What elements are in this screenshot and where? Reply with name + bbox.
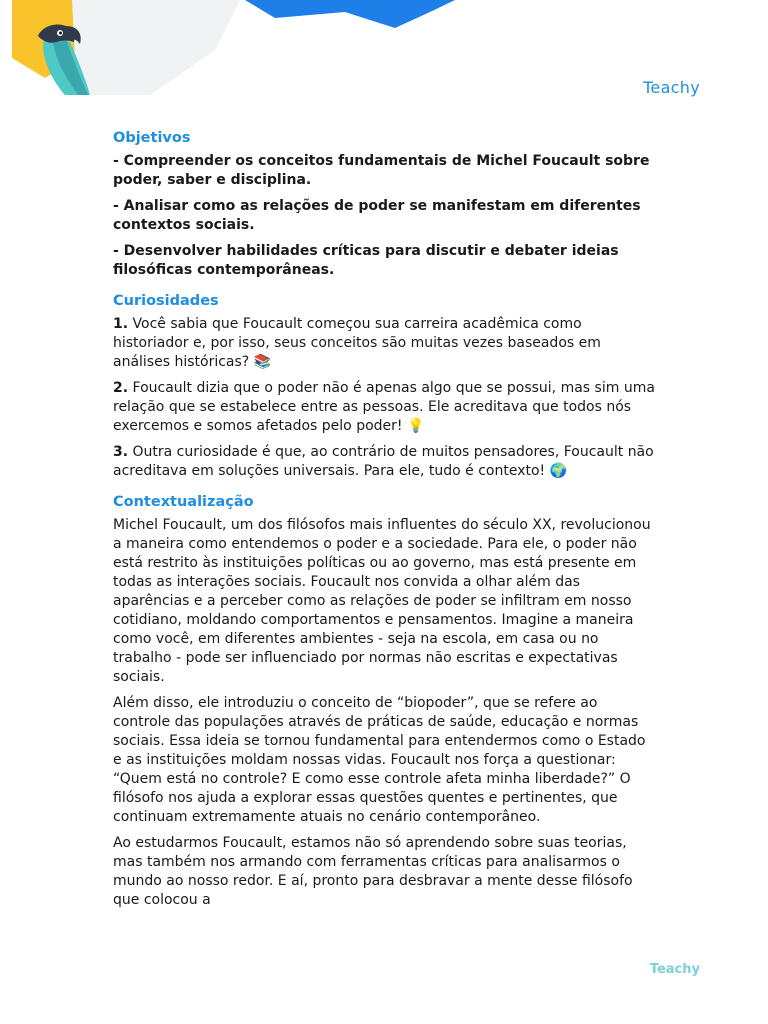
context-paragraph: Além disso, ele introduziu o conceito de “biopoder”, que se refere ao controle das populações através de práticas de saúde, educação e normas sociais. Essa ideia se tornou fundamental para entendermos como o Estado e as instituições moldam nossas vidas. Foucault nos força a questionar: “Quem está no controle? E como esse controle afeta minha liberdade?” O filósofo nos ajuda a explorar essas questões quentes e pertinentes, que continuam extremamente atuais no cenário contemporâneo. xyxy=(113,695,646,825)
teachy-brand-footer[interactable]: Teachy xyxy=(649,962,700,977)
section-contextualizacao xyxy=(113,493,658,910)
objective-item: - Compreender os conceitos fundamentais de Michel Foucault sobre poder, saber e disciplina. xyxy=(113,153,650,188)
context-paragraph: Michel Foucault, um dos filósofos mais influentes do século XX, revolucionou a maneira como entendemos o poder e a sociedade. Para ele, o poder não está restrito às instituições políticas ou ao governo, mas está presente em todas as interações sociais. Foucault nos convida a olhar além das aparências e a perceber como as relações de poder se infiltram em nosso cotidiano, moldando comportamentos e pensamentos. Imagine a maneira como você, em diferentes ambientes - seja na escola, em casa ou no trabalho - pode ser influenciado por normas não escritas e expectativas sociais. xyxy=(113,517,651,685)
curiosity-item xyxy=(113,379,658,436)
curiosity-item xyxy=(113,443,658,481)
curiosity-text: Foucault dizia que o poder não é apenas algo que se possui, mas sim uma relação que se estabelece entre as pessoas. Ele acreditava que todos nós exercemos e somos afetados pelo poder! 💡 xyxy=(113,380,655,434)
objective-item: - Analisar como as relações de poder se manifestam em diferentes contextos sociais. xyxy=(113,198,641,233)
curiosity-text: Outra curiosidade é que, ao contrário de muitos pensadores, Foucault não acreditava em soluções universais. Para ele, tudo é contexto! 🌍 xyxy=(113,444,654,479)
section-title-contextualizacao: Contextualização xyxy=(113,494,254,510)
teachy-brand-header[interactable]: Teachy xyxy=(643,78,700,97)
curiosity-number: 1. xyxy=(113,316,129,332)
section-title-objetivos: Objetivos xyxy=(113,130,191,146)
curiosity-text: Você sabia que Foucault começou sua carreira acadêmica como historiador e, por isso, seus conceitos são muitas vezes baseados em análises históricas? 📚 xyxy=(113,316,601,370)
context-paragraph: Ao estudarmos Foucault, estamos não só aprendendo sobre suas teorias, mas também nos armando com ferramentas críticas para analisarmos o mundo ao nosso redor. E aí, pronto para desbravar a mente desse filósofo que colocou a xyxy=(113,835,633,908)
curiosity-item xyxy=(113,315,658,372)
objective-item: - Desenvolver habilidades críticas para discutir e debater ideias filosóficas contemporâneas. xyxy=(113,243,619,278)
section-title-curiosidades: Curiosidades xyxy=(113,293,219,309)
section-curiosidades xyxy=(113,292,658,481)
curiosity-number: 3. xyxy=(113,444,129,460)
curiosity-number: 2. xyxy=(113,380,129,396)
section-objetivos xyxy=(113,129,658,280)
document-body xyxy=(113,129,658,922)
